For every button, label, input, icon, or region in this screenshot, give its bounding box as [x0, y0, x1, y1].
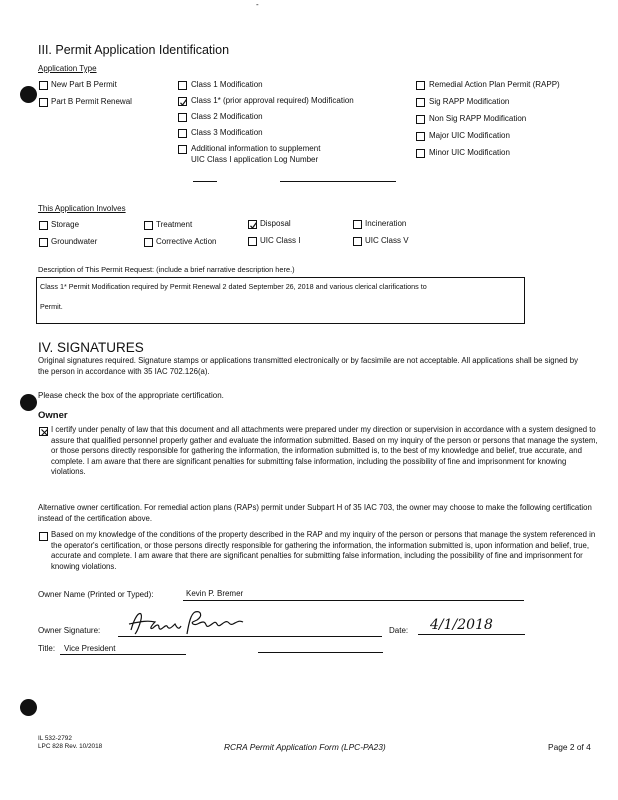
punch-hole-1	[20, 86, 37, 103]
application-type-label: Application Type	[38, 64, 97, 73]
label-rapp: Remedial Action Plan Permit (RAPP)	[429, 80, 560, 89]
owner-heading: Owner	[38, 410, 68, 421]
log-number-short-line[interactable]	[193, 181, 217, 182]
punch-hole-2	[20, 394, 37, 411]
label-major-uic: Major UIC Modification	[429, 131, 510, 140]
footer-page-number: Page 2 of 4	[548, 742, 591, 752]
checkbox-treatment[interactable]	[144, 221, 153, 230]
footer-code-2: LPC 828 Rev. 10/2018	[38, 743, 103, 750]
section-iv-title: IV. SIGNATURES	[38, 340, 144, 355]
label-part-b-renewal: Part B Permit Renewal	[51, 97, 132, 106]
label-uic-class-i: UIC Class I	[260, 236, 301, 245]
label-class3-mod: Class 3 Modification	[191, 128, 263, 137]
title-label: Title:	[38, 644, 56, 653]
top-mark: -	[256, 0, 259, 9]
checkbox-storage[interactable]	[39, 221, 48, 230]
checkbox-uic-class-v[interactable]	[353, 237, 362, 246]
signatures-intro: Original signatures required. Signature stamps or applications transmitted electronically or by facsimile are not acceptable. All applications shall be signed by the person in accordance with 35 IAC 702.126(a).	[38, 356, 578, 376]
checkbox-minor-uic[interactable]	[416, 149, 425, 158]
checkbox-major-uic[interactable]	[416, 132, 425, 141]
x-mark-icon	[40, 428, 49, 437]
checkbox-incineration[interactable]	[353, 220, 362, 229]
title-value: Vice President	[64, 644, 116, 653]
label-storage: Storage	[51, 220, 80, 229]
owner-signature-line[interactable]	[118, 636, 382, 637]
alt-cert-intro: Alternative owner certification. For remedial action plans (RAPs) permit under Subpart H of 35 IAC 703, the owner may choose to make the following certification instead of the certification above.	[38, 503, 592, 523]
checkbox-class1star-mod[interactable]	[178, 97, 187, 106]
title-line[interactable]	[60, 654, 186, 655]
checkbox-additional-info[interactable]	[178, 145, 187, 154]
label-corrective-action: Corrective Action	[156, 237, 217, 246]
owner-name-label: Owner Name (Printed or Typed):	[38, 590, 154, 599]
section-iii-title: III. Permit Application Identification	[38, 43, 230, 57]
log-number-line[interactable]	[280, 181, 396, 182]
checkbox-alt-cert[interactable]	[39, 532, 48, 541]
handwritten-signature	[125, 606, 255, 640]
label-treatment: Treatment	[156, 220, 193, 229]
label-class1star-mod: Class 1* (prior approval required) Modification	[191, 96, 354, 105]
checkbox-new-part-b[interactable]	[39, 81, 48, 90]
owner-cert-text: I certify under penalty of law that this document and all attachments were prepared under my direction or supervision in accordance with a system designed to assure that qualified personnel properly gather and evaluate the information submitted. Based on my inquiry of the person or persons that manage the system, or those persons directly responsible for gathering the information, the information submitted is, to the best of my knowledge and belief, true accurate, and complete. I am aware that there are significant penalties for submitting false information, including the possibility of fine and imprisonment for knowing violations.	[51, 425, 598, 477]
checkbox-corrective-action[interactable]	[144, 238, 153, 247]
checkbox-part-b-renewal[interactable]	[39, 98, 48, 107]
checkbox-non-sig-rapp[interactable]	[416, 115, 425, 124]
label-sig-rapp: Sig RAPP Modification	[429, 97, 510, 106]
checkbox-rapp[interactable]	[416, 81, 425, 90]
description-line-1: Class 1* Permit Modification required by Permit Renewal 2 dated September 26, 2018 and various clerical clarifications to	[40, 282, 427, 291]
footer-code-1: IL 532-2792	[38, 735, 72, 742]
check-instruction: Please check the box of the appropriate certification.	[38, 391, 224, 400]
label-uic-class-v: UIC Class V	[365, 236, 409, 245]
checkbox-groundwater[interactable]	[39, 238, 48, 247]
description-label: Description of This Permit Request: (include a brief narrative description here.)	[38, 265, 295, 274]
punch-hole-3	[20, 699, 37, 716]
checkbox-class2-mod[interactable]	[178, 113, 187, 122]
owner-name-value: Kevin P. Bremer	[186, 589, 244, 598]
label-minor-uic: Minor UIC Modification	[429, 148, 510, 157]
owner-signature-label: Owner Signature:	[38, 626, 101, 635]
checkbox-class3-mod[interactable]	[178, 129, 187, 138]
label-non-sig-rapp: Non Sig RAPP Modification	[429, 114, 527, 123]
extra-line[interactable]	[258, 652, 383, 653]
label-class1-mod: Class 1 Modification	[191, 80, 263, 89]
alt-cert-text: Based on my knowledge of the conditions of the property described in the RAP and my inquiry of the person or persons that manage the system referenced in the operator's certification, or those persons directly responsible for gathering the information, the information submitted is, upon information and belief, true, accurate and complete. I am aware that there are significant penalties for submitting false information, including the possibility of fine and imprisonment for knowing violations.	[51, 530, 596, 571]
footer-form-name: RCRA Permit Application Form (LPC-PA23)	[224, 742, 386, 752]
checkbox-class1-mod[interactable]	[178, 81, 187, 90]
checkbox-sig-rapp[interactable]	[416, 98, 425, 107]
date-value: 4/1/2018	[430, 617, 493, 633]
description-box[interactable]	[36, 277, 525, 324]
checkbox-uic-class-i[interactable]	[248, 237, 257, 246]
involves-label: This Application Involves	[38, 204, 126, 213]
check-mark-icon	[249, 221, 258, 230]
owner-name-line[interactable]	[183, 600, 524, 601]
checkbox-owner-cert[interactable]	[39, 427, 48, 436]
description-line-2: Permit.	[40, 302, 63, 311]
label-new-part-b: New Part B Permit	[51, 80, 117, 89]
label-disposal: Disposal	[260, 219, 291, 228]
check-mark-icon	[179, 98, 188, 107]
date-line[interactable]	[418, 634, 525, 635]
label-groundwater: Groundwater	[51, 237, 98, 246]
label-additional-info: Additional information to supplement	[191, 144, 321, 153]
label-incineration: Incineration	[365, 219, 407, 228]
checkbox-disposal[interactable]	[248, 220, 257, 229]
label-uic-log-number: UIC Class I application Log Number	[191, 155, 319, 164]
label-class2-mod: Class 2 Modification	[191, 112, 263, 121]
date-label: Date:	[389, 626, 409, 635]
